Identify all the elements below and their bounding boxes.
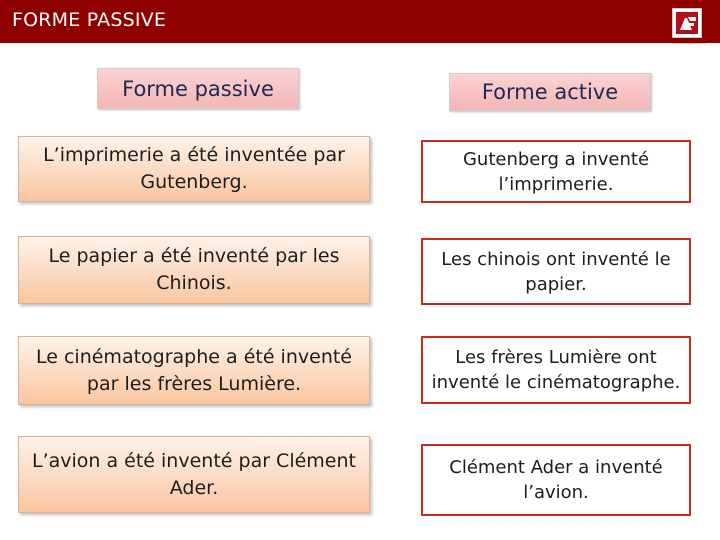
slide-title: FORME PASSIVE bbox=[12, 9, 167, 31]
slide-logo-icon bbox=[672, 8, 702, 38]
passive-sentence-4: L’avion a été inventé par Clément Ader. bbox=[18, 436, 370, 513]
title-bar bbox=[0, 0, 720, 43]
active-sentence-2: Les chinois ont inventé le papier. bbox=[421, 238, 691, 305]
active-sentence-3: Les frères Lumière ont inventé le cinématographe. bbox=[421, 336, 691, 404]
logo-underline bbox=[672, 43, 706, 44]
logo-graphic bbox=[673, 9, 701, 37]
passive-sentence-1: L’imprimerie a été inventée par Gutenberg. bbox=[18, 136, 370, 202]
header-active: Forme active bbox=[449, 73, 651, 111]
passive-sentence-2: Le papier a été inventé par les Chinois. bbox=[18, 236, 370, 304]
header-passive: Forme passive bbox=[97, 68, 299, 109]
passive-sentence-3: Le cinématographe a été inventé par les frères Lumière. bbox=[18, 336, 370, 405]
active-sentence-1: Gutenberg a inventé l’imprimerie. bbox=[421, 140, 691, 203]
active-sentence-4: Clément Ader a inventé l’avion. bbox=[421, 444, 691, 516]
